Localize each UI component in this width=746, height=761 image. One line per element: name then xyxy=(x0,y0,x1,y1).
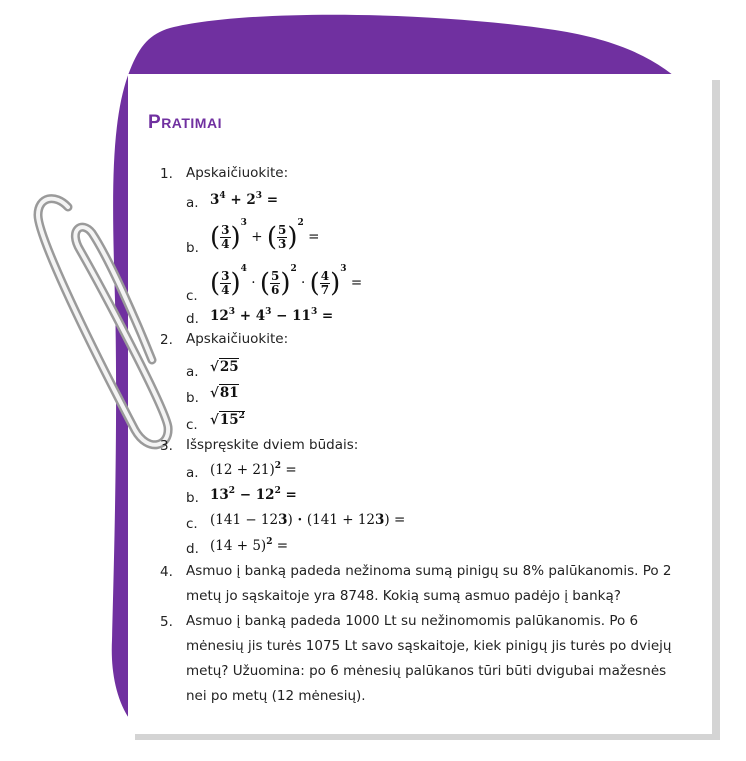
exercise-2c-letter: c. xyxy=(186,417,198,433)
title-rest: RATIMAI xyxy=(161,115,222,131)
exercise-1a-expression: $3^4 + 2^3$ = xyxy=(210,191,279,208)
exercise-3a-letter: a. xyxy=(186,465,199,481)
exercise-1-text: Apskaičiuokite: xyxy=(186,165,289,181)
exercise-3d-letter: d. xyxy=(186,541,199,557)
exercise-5-text xyxy=(186,609,671,709)
exercise-3b-expression: $13^2 - 12^2$ = xyxy=(210,486,297,503)
page-title xyxy=(148,112,222,134)
exercise-4-number: 4. xyxy=(160,564,173,580)
exercise-5-line-1: Asmuo į banką padeda 1000 Lt su nežinomomis palūkanomis. Po 6 xyxy=(186,613,639,629)
title-initial: P xyxy=(148,112,162,133)
exercise-4-text xyxy=(186,559,672,609)
exercise-2a-expression: √25 xyxy=(210,359,239,375)
exercise-3b-letter: b. xyxy=(186,490,199,506)
exercise-3-number: 3. xyxy=(160,438,173,454)
exercise-3a-expression: $(12 + 21)^2$ = xyxy=(210,461,297,478)
exercise-5-line-3: metų? Užuomina: po 6 mėnesių palūkanos tūri būti dvigubai mažesnės xyxy=(186,663,667,679)
exercise-1-number: 1. xyxy=(160,166,173,182)
exercise-5-line-2: mėnesių jis turės 1075 Lt savo sąskaitoje, kiek pinigų jis turės po dviejų xyxy=(186,638,672,654)
exercise-1c-letter: c. xyxy=(186,288,198,304)
exercise-1d-expression: $12^3 + 4^3 - 11^3$ = xyxy=(210,307,334,324)
exercise-2a-letter: a. xyxy=(186,364,199,380)
exercise-1b-letter: b. xyxy=(186,240,199,256)
exercise-3-text: Išspręskite dviem būdais: xyxy=(186,437,359,453)
exercise-2b-letter: b. xyxy=(186,390,199,406)
exercise-1d-letter: d. xyxy=(186,311,199,327)
exercise-2c-expression: $√15^2$ xyxy=(210,411,245,428)
exercise-1a-letter: a. xyxy=(186,195,199,211)
exercise-4-line-2: metų jo sąskaitoje yra 8748. Kokią sumą asmuo padėjo į banką? xyxy=(186,588,621,604)
exercise-5-line-4: nei po metų (12 mėnesių). xyxy=(186,688,366,704)
exercise-2-number: 2. xyxy=(160,332,173,348)
exercise-1b-expression: ( $\frac{3}{4}$ )$^3$ + ( $\frac{5}{3}$ )$^2$ = xyxy=(210,218,320,253)
exercise-3c-letter: c. xyxy=(186,516,198,532)
exercise-2-text: Apskaičiuokite: xyxy=(186,331,289,347)
paperclip-icon xyxy=(20,175,180,465)
exercise-3c-expression: (141 − 123) · (141 + 123) = xyxy=(210,512,406,528)
exercise-3d-expression: $(14 + 5)^2$ = xyxy=(210,537,289,554)
exercise-2b-expression: √81 xyxy=(210,385,239,401)
exercise-1c-expression: ( $\frac{3}{4}$ )$^4$ · ( $\frac{5}{6}$ )$^2$ · ( $\frac{4}{7}$ )$^3$ = xyxy=(210,264,363,299)
exercise-4-line-1: Asmuo į banką padeda nežinoma sumą pinigų su 8% palūkanomis. Po 2 xyxy=(186,563,672,579)
exercise-5-number: 5. xyxy=(160,614,173,630)
